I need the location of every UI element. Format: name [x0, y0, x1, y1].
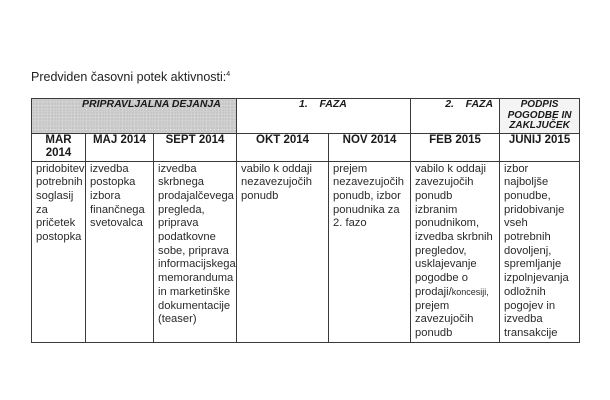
date-cell: MAR 2014 [32, 133, 86, 161]
footnote-marker: 4 [226, 70, 231, 78]
phase-signing: PODPIS POGODBE IN ZAKLJUČEK [500, 99, 580, 134]
activity-cell: izvedba skrbnega prodajalčevega pregleda, priprava podatkovne sobe, priprava informacijskega memoranduma in marketinške dokumentacije (teaser) [154, 161, 237, 342]
table-caption [31, 70, 230, 84]
date-cell: FEB 2015 [411, 133, 500, 161]
phase-preparatory: PRIPRAVLJALNA DEJANJA [32, 99, 237, 134]
date-row [32, 133, 580, 161]
phase-2: 2. FAZA [411, 99, 500, 134]
activity-cell: pridobitev potrebnih soglasij za pričetek postopka [32, 161, 86, 342]
date-cell: JUNIJ 2015 [500, 133, 580, 161]
activity-cell: izvedba postopka izbora finančnega svetovalca [86, 161, 154, 342]
activity-text: vabilo k oddaji zavezujočih ponudb izbranim ponudnikom, izvedba skrbnih pregledov, usklajevanje pogodbe o prodaji/ [415, 162, 493, 298]
date-cell: NOV 2014 [329, 133, 411, 161]
activity-row [32, 161, 580, 342]
phase-1: 1. FAZA [237, 99, 411, 134]
phase-row [32, 99, 580, 134]
activity-cell [411, 161, 500, 342]
activity-cell: izbor najboljše ponudbe, pridobivanje vseh potrebnih dovoljenj, spremljanje izpolnjevanja odložnih pogojev in izvedba transakcije [500, 161, 580, 342]
activity-text: prejem zavezujočih ponudb [415, 299, 474, 339]
timeline-table [31, 98, 580, 343]
date-cell: OKT 2014 [237, 133, 329, 161]
date-cell: SEPT 2014 [154, 133, 237, 161]
activity-cell: prejem nezavezujočih ponudb, izbor ponudnika za 2. fazo [329, 161, 411, 342]
activity-text-small: koncesiji, [451, 286, 489, 297]
date-cell: MAJ 2014 [86, 133, 154, 161]
activity-cell: vabilo k oddaji nezavezujočih ponudb [237, 161, 329, 342]
caption-text: Predviden časovni potek aktivnosti: [31, 70, 227, 84]
